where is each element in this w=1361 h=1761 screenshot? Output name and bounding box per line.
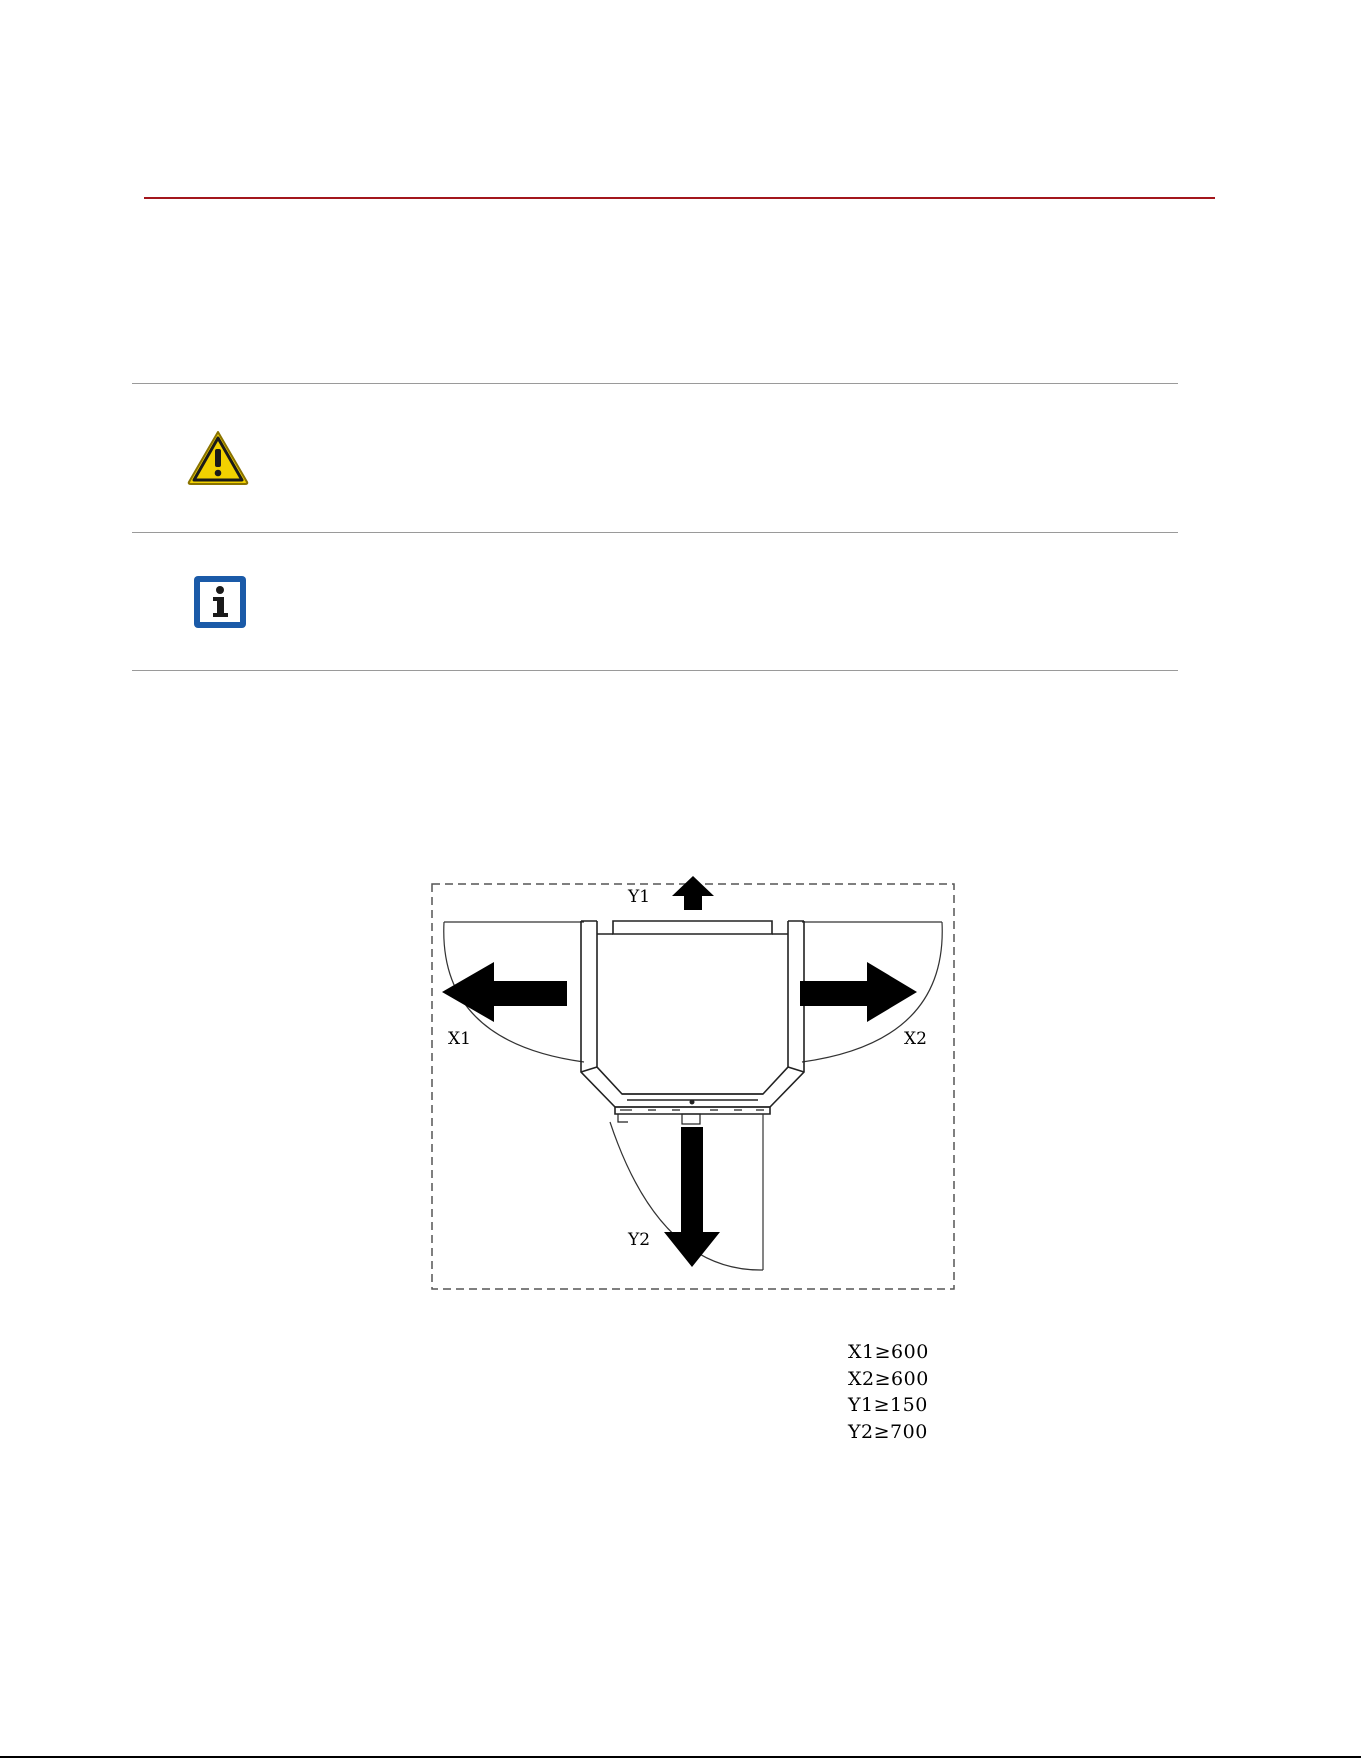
footer-rule [0,1756,1361,1758]
notice-divider-middle [132,532,1178,533]
label-x2: X2 [904,1029,927,1049]
label-x1: X1 [448,1029,471,1049]
dimension-x2: X2≥600 [848,1367,929,1390]
x1-arrow [442,962,567,1022]
dimension-y1: Y1≥150 [848,1394,928,1416]
notice-divider-bottom [132,670,1178,671]
dimension-y2: Y2≥700 [848,1420,928,1443]
cabinet-hinges [618,1110,764,1124]
label-y1: Y1 [628,887,651,907]
dimension-requirements [848,1339,1008,1445]
clearance-diagram [420,872,960,1297]
header-rule [144,197,1215,199]
x2-arrow [800,962,917,1022]
label-y2: Y2 [628,1230,651,1250]
warning-icon [186,429,250,487]
info-icon [193,575,247,629]
notice-divider-top [132,383,1178,384]
y2-arrow [664,1127,720,1267]
cabinet-lock [690,1100,695,1105]
y1-arrow [672,876,714,910]
cabinet-outline [581,921,804,1114]
dimension-x1: X1≥600 [848,1341,929,1363]
